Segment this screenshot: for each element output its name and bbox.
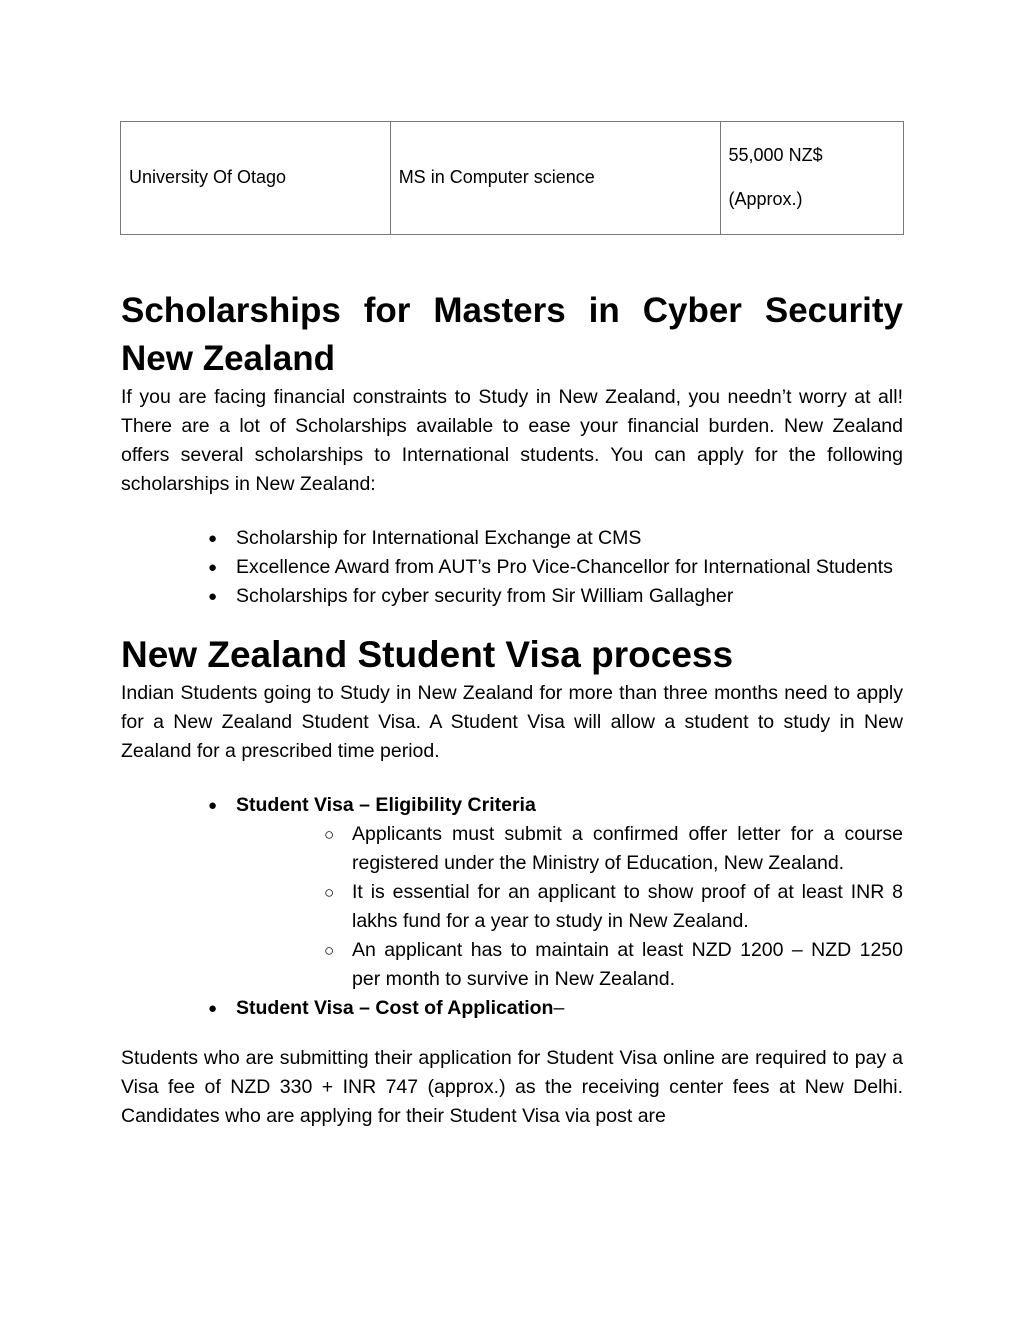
fee-spacer bbox=[729, 167, 903, 189]
scholarships-list bbox=[121, 524, 903, 611]
list-item: ○ It is essential for an applicant to show proof of at least INR 8 lakhs fund for a year to study in New Zealand. bbox=[352, 878, 903, 936]
fee-note: (Approx.) bbox=[728, 189, 803, 209]
list-item bbox=[208, 994, 903, 1023]
list-item: ● Scholarship for International Exchange at CMS bbox=[236, 524, 903, 553]
document-page bbox=[121, 121, 903, 1131]
list-item bbox=[208, 791, 903, 994]
bullet-icon: ● bbox=[208, 1000, 218, 1017]
list-item: ○ An applicant has to maintain at least NZD 1200 – NZD 1250 per month to survive in New Zealand. bbox=[352, 936, 903, 994]
bullet-icon: ● bbox=[208, 588, 218, 605]
eligibility-title: Student Visa – Eligibility Criteria bbox=[236, 794, 536, 816]
bullet-icon: ● bbox=[208, 530, 218, 547]
visa-list bbox=[121, 791, 903, 1023]
university-cell: University Of Otago bbox=[121, 122, 391, 235]
bullet-icon: ● bbox=[208, 559, 218, 576]
table-row bbox=[121, 122, 904, 235]
list-item: ● Excellence Award from AUT’s Pro Vice-Chancellor for International Students bbox=[236, 553, 903, 582]
bullet-icon: ● bbox=[208, 797, 218, 814]
scholarships-intro: If you are facing financial constraints to Study in New Zealand, you needn’t worry at all! There are a lot of Scholarships available to ease your financial burden. New Zealand offers several scholarships to International students. You can apply for the following scholarships in New Zealand: bbox=[121, 386, 903, 495]
cost-paragraph: Students who are submitting their application for Student Visa online are required to pay a Visa fee of NZD 330 + INR 747 (approx.) as the receiving center fees at New Delhi. Candidates who are applying for their Student Visa via post are bbox=[121, 1047, 903, 1127]
cost-title: Student Visa – Cost of Application bbox=[236, 997, 554, 1019]
fee-cell bbox=[720, 122, 903, 235]
visa-intro: Indian Students going to Study in New Zealand for more than three months need to apply for a New Zealand Student Visa. A Student Visa will allow a student to study in New Zealand for a prescribed time period. bbox=[121, 682, 903, 762]
circle-bullet-icon: ○ bbox=[324, 883, 335, 902]
fee-amount: 55,000 NZ$ bbox=[728, 145, 823, 166]
circle-bullet-icon: ○ bbox=[324, 825, 335, 844]
list-item: ● Scholarships for cyber security from Sir William Gallagher bbox=[236, 582, 903, 611]
list-item: ○ Applicants must submit a confirmed offer letter for a course registered under the Ministry of Education, New Zealand. bbox=[352, 820, 903, 878]
eligibility-list bbox=[236, 820, 903, 994]
university-table bbox=[120, 121, 904, 235]
scholarships-heading: Scholarships for Masters in Cyber Security New Zealand bbox=[121, 291, 903, 378]
cost-dash: – bbox=[553, 997, 565, 1019]
course-cell: MS in Computer science bbox=[390, 122, 720, 235]
visa-heading: New Zealand Student Visa process bbox=[121, 634, 734, 675]
circle-bullet-icon: ○ bbox=[324, 941, 335, 960]
